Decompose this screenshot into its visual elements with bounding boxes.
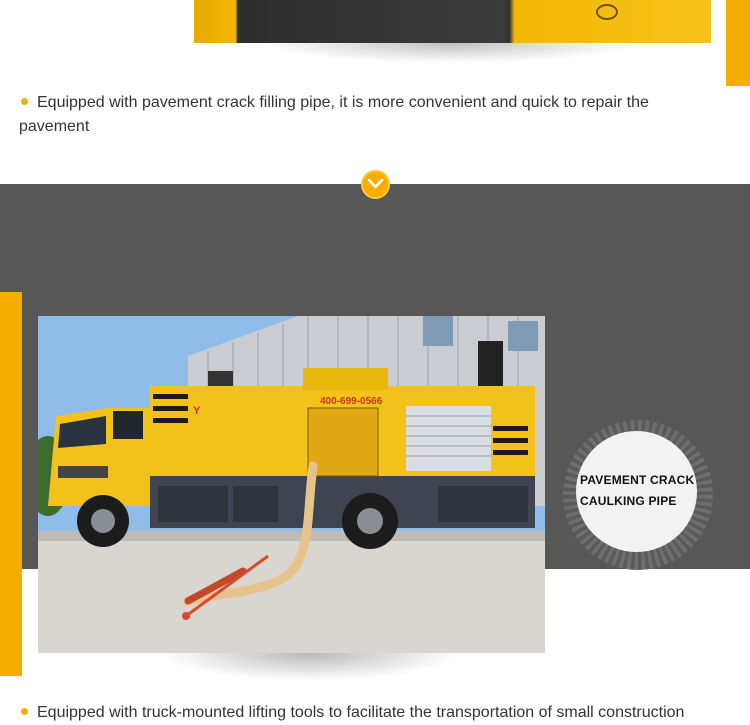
photo-shadow-bottom [160,653,460,681]
label-line-1: PAVEMENT CRACK [580,473,695,487]
tie-ring [596,4,618,20]
top-truck-photo [194,0,711,43]
accent-bar-left [0,292,22,676]
chevron-down-icon [367,178,384,190]
main-truck-photo [38,316,545,653]
chevron-badge [361,170,390,199]
feature-description-2 [19,701,749,725]
truck-phone-number: 400-699-0566 [320,396,383,407]
feature-text-2: Equipped with truck-mounted lifting tools to facilitate the transportation of small construction [37,704,685,721]
feature-description-1 [19,91,719,139]
label-badge-text [580,470,710,512]
accent-bar-right [726,0,750,86]
label-line-2: CAULKING PIPE [580,494,677,508]
photo-shadow [260,43,640,63]
truck-brand-mark: Y [193,405,201,417]
bullet-dot-icon [21,708,28,715]
bullet-dot-icon [21,98,28,105]
feature-text-1: Equipped with pavement crack filling pipe, it is more convenient and quick to repair the pavement [19,94,649,135]
truck-body-detail [194,0,711,43]
